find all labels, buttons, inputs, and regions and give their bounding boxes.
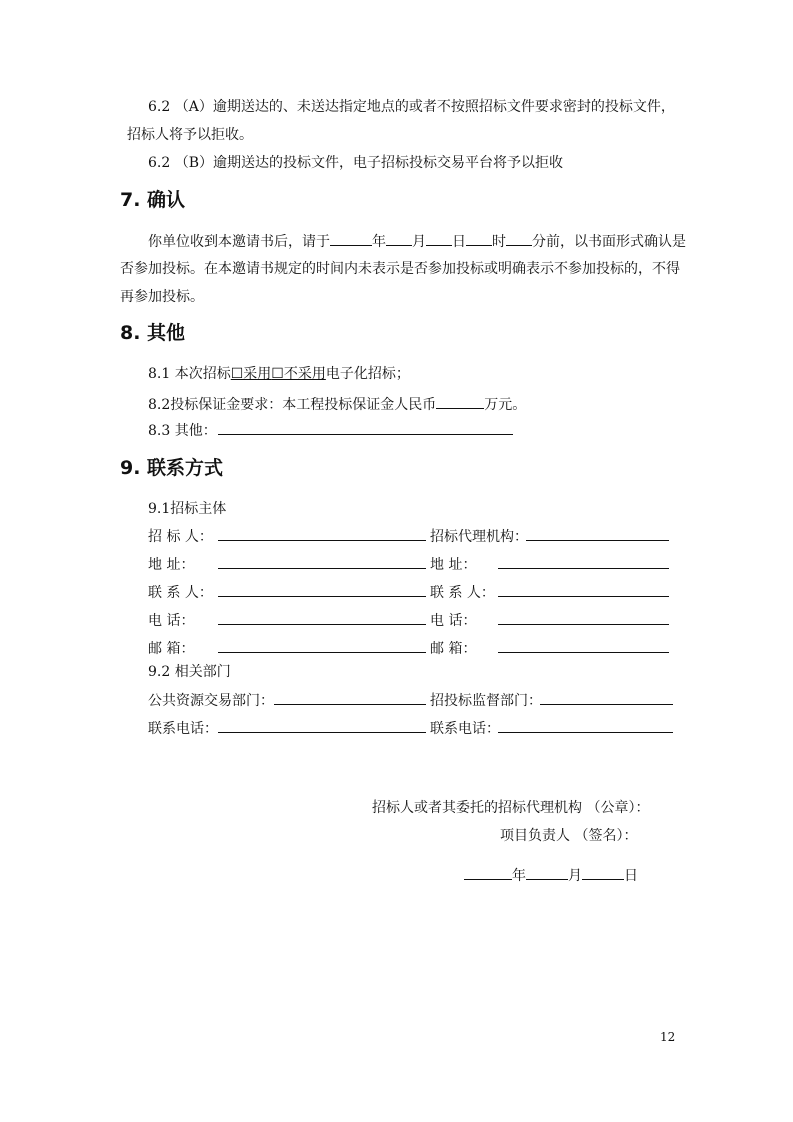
- day-label: 日: [452, 234, 466, 250]
- sign-year-blank[interactable]: [464, 865, 512, 880]
- clause-6-2a-cont: 招标人将予以拒收。: [127, 127, 253, 143]
- month-label: 月: [412, 234, 426, 250]
- confirm-line-1: [148, 231, 686, 251]
- sign-month-blank[interactable]: [526, 865, 568, 880]
- contact-label: 联 系 人：: [148, 585, 213, 601]
- supervision-dept-field[interactable]: [540, 704, 673, 705]
- contact-field[interactable]: [218, 596, 426, 597]
- phone-field[interactable]: [218, 624, 426, 625]
- supervision-phone-field[interactable]: [498, 732, 673, 733]
- day-blank[interactable]: [426, 231, 452, 246]
- agency-email-field[interactable]: [498, 652, 669, 653]
- address-field[interactable]: [218, 568, 426, 569]
- year-label: 年: [372, 234, 386, 250]
- email-label: 邮 箱：: [148, 641, 195, 657]
- dept-phone-label: 联系电话：: [148, 721, 218, 737]
- sign-month-label: 月: [568, 868, 582, 884]
- month-blank[interactable]: [386, 231, 412, 246]
- supervision-dept-label: 招投标监督部门：: [430, 693, 542, 709]
- clause-8-1: [148, 365, 410, 383]
- minute-blank[interactable]: [506, 231, 532, 246]
- tenderer-label: 招 标 人：: [148, 529, 213, 545]
- sign-day-blank[interactable]: [582, 865, 624, 880]
- agency-phone-label: 电 话：: [430, 613, 477, 629]
- clause-8-1-text: 8.1 本次招标: [148, 366, 231, 382]
- agency-address-field[interactable]: [498, 568, 669, 569]
- agency-contact-label: 联 系 人：: [430, 585, 495, 601]
- supervision-phone-label: 联系电话：: [430, 721, 500, 737]
- trading-dept-label: 公共资源交易部门：: [148, 693, 274, 709]
- sign-year-label: 年: [512, 868, 526, 884]
- project-leader-line: 项目负责人 （签名）：: [500, 828, 638, 844]
- address-label: 地 址：: [148, 557, 195, 573]
- clause-6-2a: 6.2 （A）逾期送达的、未送达指定地点的或者不按照招标文件要求密封的投标文件，: [148, 99, 675, 115]
- phone-label: 电 话：: [148, 613, 195, 629]
- clause-8-2-tail: 万元。: [484, 397, 527, 413]
- year-blank[interactable]: [330, 231, 372, 246]
- dept-phone-field[interactable]: [218, 732, 426, 733]
- subsection-9-1: 9.1招标主体: [148, 501, 227, 517]
- hour-blank[interactable]: [466, 231, 492, 246]
- option-adopt-checkbox[interactable]: ☐采用: [230, 366, 272, 382]
- page-number: 12: [660, 1030, 676, 1044]
- section-8-heading: 8. 其他: [120, 322, 186, 344]
- seal-line: 招标人或者其委托的招标代理机构 （公章）：: [372, 800, 650, 816]
- clause-8-3: 8.3 其他：: [148, 423, 217, 439]
- hour-label: 时: [492, 234, 506, 250]
- trading-dept-field[interactable]: [274, 704, 426, 705]
- section-9-heading: 9. 联系方式: [120, 457, 224, 479]
- option-not-adopt-checkbox[interactable]: ☐不采用: [271, 366, 326, 382]
- deposit-amount-blank[interactable]: [436, 394, 484, 409]
- other-blank[interactable]: [218, 434, 513, 435]
- agency-contact-field[interactable]: [498, 596, 669, 597]
- subsection-9-2: 9.2 相关部门: [148, 664, 231, 680]
- agency-phone-field[interactable]: [498, 624, 669, 625]
- clause-8-2-text: 8.2投标保证金要求：本工程投标保证金人民币: [148, 397, 437, 413]
- email-field[interactable]: [218, 652, 426, 653]
- confirm-line-2: 否参加投标。在本邀请书规定的时间内未表示是否参加投标或明确表示不参加投标的，不得: [120, 261, 680, 277]
- agency-email-label: 邮 箱：: [430, 641, 477, 657]
- confirm-line-3: 再参加投标。: [120, 289, 204, 305]
- clause-8-1-tail: 电子化招标；: [325, 366, 410, 382]
- sign-day-label: 日: [624, 868, 638, 884]
- agency-label: 招标代理机构：: [430, 529, 528, 545]
- section-7-heading: 7. 确认: [120, 189, 186, 211]
- signature-date: [464, 865, 638, 885]
- clause-8-2: [148, 394, 526, 414]
- confirm-text-b: 分前，以书面形式确认是: [532, 234, 686, 250]
- clause-6-2b: 6.2 （B）逾期送达的投标文件，电子招标投标交易平台将予以拒收: [148, 155, 564, 171]
- confirm-text-a: 你单位收到本邀请书后，请于: [148, 234, 330, 250]
- tenderer-field[interactable]: [218, 540, 426, 541]
- agency-address-label: 地 址：: [430, 557, 477, 573]
- agency-field[interactable]: [526, 540, 669, 541]
